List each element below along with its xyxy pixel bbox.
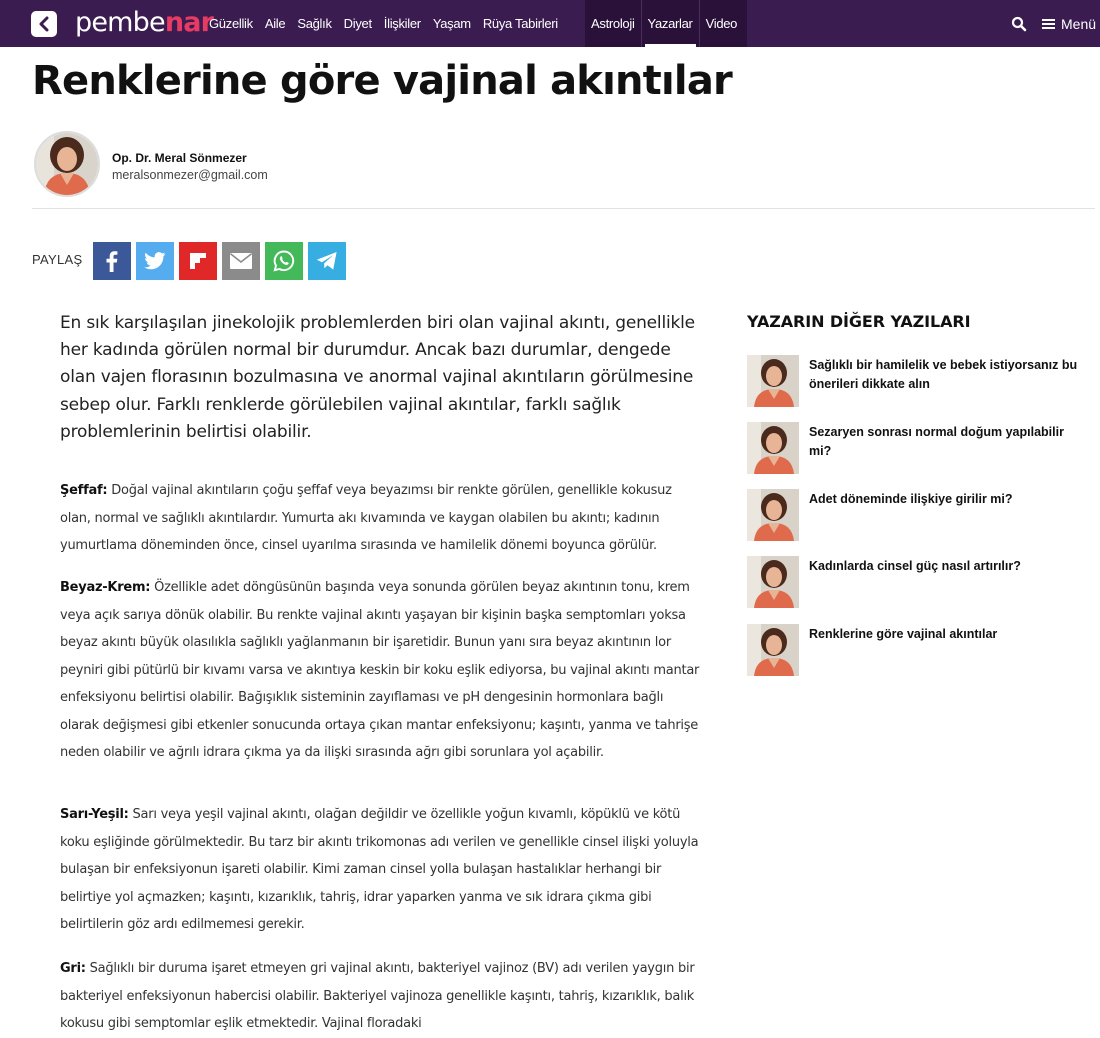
sidebar-article-item[interactable] — [747, 556, 1087, 608]
secondary-nav — [585, 0, 747, 47]
share-whatsapp-button[interactable] — [265, 242, 303, 280]
nav-item-yazarlar[interactable]: Yazarlar — [642, 0, 699, 47]
sidebar-article-item[interactable] — [747, 422, 1087, 474]
paragraph-label: Gri: — [60, 961, 86, 976]
share-flipboard-button[interactable] — [179, 242, 217, 280]
paragraph-label: Beyaz-Krem: — [60, 580, 151, 595]
paragraph-text: Sarı veya yeşil vajinal akıntı, olağan değildir ve özellikle yoğun kıvamlı, köpüklü ve kötü koku eşliğinde görülmektedir. Bu tarz bir akıntı trikomonas adı verilen ve genellikle cinsel ilişki yoluyla bulaşan bir enfeksiyonun işareti olabilir. Kimi zaman cinsel yolla bulaşan hastalıklar herhangi bir belirtiye yol açmazken; kaşıntı, kızarıklık, tahriş, idrar yaparken yanma ve sık idrara çıkma gibi belirtilerin göz ardı edilmemesi gerekir. — [60, 807, 699, 932]
author-name[interactable]: Op. Dr. Meral Sönmezer — [112, 151, 247, 165]
main-nav — [203, 0, 564, 47]
share-buttons — [93, 242, 346, 280]
author-avatar[interactable] — [34, 131, 100, 197]
logo-text-nar: nar — [164, 7, 214, 38]
search-icon — [1010, 15, 1028, 33]
back-icon — [37, 16, 51, 32]
sidebar-article-title[interactable]: Adet döneminde ilişkiye girilir mi? — [809, 492, 1013, 506]
divider — [32, 208, 1095, 209]
nav-item-aile[interactable]: Aile — [264, 16, 286, 31]
share-twitter-button[interactable] — [136, 242, 174, 280]
article-paragraph — [60, 574, 705, 767]
nav-item-iliskiler[interactable]: İlişkiler — [383, 16, 421, 31]
menu-button[interactable] — [1042, 0, 1096, 47]
top-navbar — [0, 0, 1100, 47]
sidebar-article-title[interactable]: Kadınlarda cinsel güç nasıl artırılır? — [809, 559, 1021, 573]
search-button[interactable] — [1010, 15, 1028, 33]
article-thumbnail[interactable] — [747, 422, 799, 474]
article-paragraph — [60, 477, 705, 560]
sidebar-title: YAZARIN DİĞER YAZILARI — [747, 312, 971, 331]
sidebar-article-item[interactable] — [747, 489, 1087, 541]
nav-item-guzellik[interactable]: Güzellik — [209, 16, 253, 31]
article-paragraph — [60, 955, 705, 1038]
hamburger-icon — [1042, 19, 1055, 29]
nav-item-diyet[interactable]: Diyet — [343, 16, 372, 31]
paragraph-text: Özellikle adet döngüsünün başında veya sonunda görülen beyaz akıntının tonu, krem veya açık sarıya dönük olabilir. Bu renkte vajinal akıntı yaşayan bir kişinin başka semptomları yoksa beyaz akıntı büyük olasılıkla sağlıklı yağlanmanın bir işaretidir. Bunun yanı sıra beyaz akıntının lor peyniri gibi pütürlü bir kıvamı varsa ve akıntıya keskin bir koku eşlik ediyorsa, bu vajinal akıntı mantar enfeksiyonu belirtisi olabilir. Bağışıklık sisteminin zayıflaması ve pH dengesinin hormonlara bağlı olarak değişmesi gibi etkenler sonucunda ortaya çıkan mantar enfeksiyonu; kaşıntı, yanma ve tahrişe neden olabilir ve ağrılı idrara çıkma ya da ilişki sırasında ağrı gibi sorunlara yol açabilir. — [60, 580, 700, 760]
article-thumbnail[interactable] — [747, 624, 799, 676]
article-thumbnail[interactable] — [747, 556, 799, 608]
nav-item-yasam[interactable]: Yaşam — [432, 16, 471, 31]
sidebar-article-title[interactable]: Sağlıklı bir hamilelik ve bebek istiyorsanız bu önerileri dikkate alın — [809, 358, 1078, 391]
menu-label: Menü — [1061, 15, 1097, 32]
telegram-icon — [316, 251, 338, 271]
email-icon — [230, 253, 252, 269]
whatsapp-icon — [273, 250, 295, 272]
nav-item-astroloji[interactable]: Astroloji — [591, 16, 635, 31]
nav-item-ruya-tabirleri[interactable]: Rüya Tabirleri — [482, 16, 558, 31]
site-logo[interactable] — [75, 6, 213, 40]
share-label: PAYLAŞ — [32, 252, 83, 267]
paragraph-label: Şeffaf: — [60, 483, 108, 498]
paragraph-label: Sarı-Yeşil: — [60, 807, 129, 822]
article-paragraph — [60, 801, 705, 939]
page-title: Renklerine göre vajinal akıntılar — [32, 58, 732, 104]
share-email-button[interactable] — [222, 242, 260, 280]
nav-item-saglik[interactable]: Sağlık — [297, 16, 332, 31]
logo-text-pembe: pembe — [75, 7, 165, 38]
article-thumbnail[interactable] — [747, 355, 799, 407]
share-facebook-button[interactable] — [93, 242, 131, 280]
author-email: meralsonmezer@gmail.com — [112, 168, 268, 182]
article-thumbnail[interactable] — [747, 489, 799, 541]
sidebar-article-title[interactable]: Sezaryen sonrası normal doğum yapılabilir mi? — [809, 425, 1064, 458]
article-lead: En sık karşılaşılan jinekolojik problemlerden biri olan vajinal akıntı, genellikle her kadında görülen normal bir durumdur. Ancak bazı durumlar, dengede olan vajen florasının bozulmasına ve anormal vajinal akıntıların görülmesine sebep olur. Farklı renklerde görülebilen vajinal akıntılar, farklı sağlık problemlerinin belirtisi olabilir. — [60, 313, 695, 442]
facebook-icon — [102, 250, 122, 272]
sidebar-article-item[interactable] — [747, 355, 1087, 407]
share-telegram-button[interactable] — [308, 242, 346, 280]
flipboard-icon — [188, 251, 208, 271]
sidebar-article-item[interactable] — [747, 624, 1087, 676]
paragraph-text: Doğal vajinal akıntıların çoğu şeffaf veya beyazımsı bir renkte görülen, genellikle kokusuz olan, normal ve sağlıklı akıntılardır. Yumurta akı kıvamında ve kaygan olabilen bu akıntı; kadının yumurtlama döneminden önce, cinsel uyarılma sırasında ve hamilelik dönemi boyunca görülür. — [60, 483, 672, 553]
nav-item-video[interactable]: Video — [705, 16, 738, 31]
paragraph-text: Sağlıklı bir duruma işaret etmeyen gri vajinal akıntı, bakteriyel vajinoz (BV) adı verilen yaygın bir bakteriyel enfeksiyonun habercisi olabilir. Bakteriyel vajinoza genellikle kaşıntı, tahriş, kızarıklık, balık kokusu gibi semptomlar eşlik etmektedir. Vajinal floradaki — [60, 961, 695, 1031]
twitter-icon — [144, 252, 166, 270]
sidebar-article-title[interactable]: Renklerine göre vajinal akıntılar — [809, 627, 998, 641]
back-button[interactable] — [31, 11, 57, 37]
